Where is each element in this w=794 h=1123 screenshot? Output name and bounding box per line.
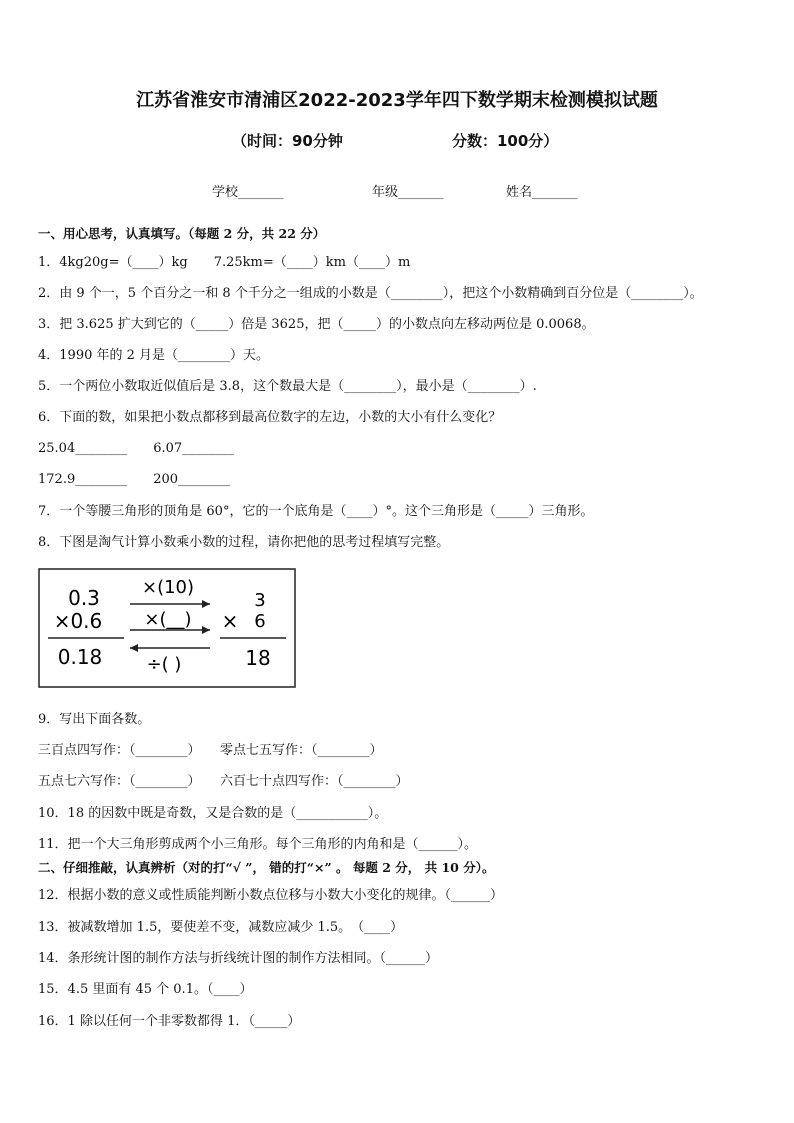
section-1-heading: 一、用心思考，认真填写。（每题 2 分，共 22 分） bbox=[38, 226, 326, 241]
figure-arrow-mid-head bbox=[202, 626, 210, 634]
grade-field: 年级_______ bbox=[372, 185, 444, 200]
name-field: 姓名_______ bbox=[506, 185, 578, 200]
exam-score: 分数：100分） bbox=[452, 132, 559, 150]
figure-arrow-top-label: ×(10) bbox=[141, 577, 195, 598]
question-2: 2．由 9 个一，5 个百分之一和 8 个千分之一组成的小数是（________），把这个小数精确到百分位是（________）。 bbox=[38, 286, 703, 301]
question-1: 1．4kg20g=（____）kg 7.25km=（____）km（____）m bbox=[38, 255, 411, 270]
question-11: 11．把一个大三角形剪成两个小三角形。每个三角形的内角和是（______）。 bbox=[38, 837, 478, 852]
question-10: 10．18 的因数中既是奇数，又是合数的是（___________）。 bbox=[38, 806, 388, 821]
figure-left-bottom: 0.18 bbox=[57, 645, 103, 669]
question-3: 3．把 3.625 扩大到它的（_____）倍是 3625，把（_____）的小数点向左移动两位是 0.0068。 bbox=[38, 317, 595, 332]
figure-right-mid: 6 bbox=[254, 611, 266, 632]
figure-right-bottom: 18 bbox=[245, 646, 271, 670]
figure-arrow-bottom-label: ÷( ) bbox=[146, 654, 182, 675]
question-9-row-2: 五点七六写作：（________） 六百七十点四写作：（________） bbox=[38, 774, 409, 789]
figure-left-top: 0.3 bbox=[68, 586, 100, 610]
question-6-row-1: 25.04________ 6.07________ bbox=[38, 441, 235, 456]
section-2-heading: 二、仔细推敲，认真辨析（对的打“√ ”， 错的打“×” 。 每题 2 分， 共 10 分）。 bbox=[38, 860, 495, 875]
question-9-row-1: 三百点四写作：（________） 零点七五写作：（________） bbox=[38, 743, 383, 758]
school-field: 学校_______ bbox=[212, 185, 284, 200]
question-6-row-2: 172.9________ 200________ bbox=[38, 472, 231, 487]
figure-arrow-top-head bbox=[202, 600, 210, 608]
figure-left-mid: ×0.6 bbox=[53, 609, 103, 633]
question-5: 5．一个两位小数取近似值后是 3.8，这个数最大是（________），最小是（________）. bbox=[38, 379, 537, 394]
page-title: 江苏省淮安市清浦区2022-2023学年四下数学期末检测模拟试题 bbox=[136, 90, 658, 111]
figure-right-top: 3 bbox=[254, 590, 266, 611]
question-7: 7．一个等腰三角形的顶角是 60°，它的一个底角是（____）°。这个三角形是（_____）三角形。 bbox=[38, 504, 594, 519]
question-8: 8．下图是淘气计算小数乘小数的过程，请你把他的思考过程填写完整。 bbox=[38, 535, 450, 550]
figure-arrow-bottom-head bbox=[130, 644, 138, 652]
question-6: 6．下面的数，如果把小数点都移到最高位数字的左边，小数的大小有什么变化？ bbox=[38, 410, 502, 425]
question-12: 12．根据小数的意义或性质能判断小数点位移与小数大小变化的规律。（______） bbox=[38, 888, 504, 903]
question-13: 13．被减数增加 1.5，要使差不变，减数应减少 1.5。 （____） bbox=[38, 920, 404, 935]
question-14: 14．条形统计图的制作方法与折线统计图的制作方法相同。（______） bbox=[38, 951, 439, 966]
question-4: 4．1990 年的 2 月是（________）天。 bbox=[38, 348, 270, 363]
multiplication-figure bbox=[38, 568, 296, 688]
question-15: 15．4.5 里面有 45 个 0.1。（____） bbox=[38, 982, 253, 997]
exam-time: （时间：90分钟 bbox=[232, 132, 343, 150]
question-16: 16．1 除以任何一个非零数都得 1．（_____） bbox=[38, 1014, 301, 1029]
figure-right-times: × bbox=[221, 609, 239, 633]
figure-arrow-mid-label: ×(__) bbox=[144, 609, 192, 630]
question-9: 9．写出下面各数。 bbox=[38, 712, 151, 727]
